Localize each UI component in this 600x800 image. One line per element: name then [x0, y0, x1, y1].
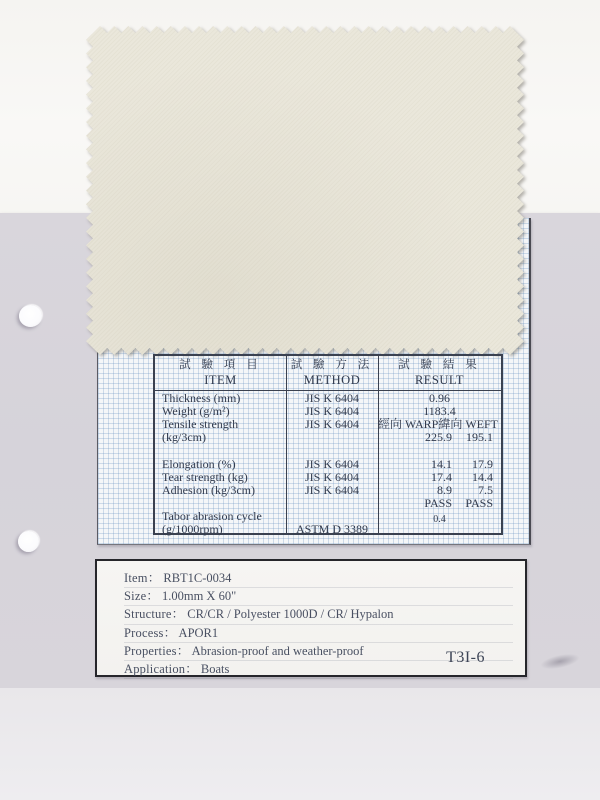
table-cell-result: 1183.4: [423, 404, 456, 419]
table-cell-item: Adhesion (kg/3cm): [162, 482, 255, 497]
table-cell-item: Tensile strength: [162, 417, 239, 432]
table-cell-method: [286, 445, 378, 458]
table-cell-result: [378, 497, 501, 510]
table-cell-item: Tear strength (kg): [162, 469, 248, 484]
table-cell-result: [378, 471, 501, 484]
weft-value: 緯向 WEFT: [438, 417, 499, 432]
spec-label-properties: Properties: [124, 643, 177, 658]
table-cell-method: ASTM D 3389: [295, 522, 368, 537]
table-cell-item: Weight (g/m²): [162, 404, 230, 419]
product-code: T3I-6: [446, 649, 485, 666]
scan-background: [0, 688, 600, 800]
fabric-swatch-wrap: [86, 26, 524, 355]
table-cell-item: Thickness (mm): [162, 391, 241, 405]
table-cell-method: JIS K 6404: [304, 482, 359, 497]
table-cell-item: [155, 445, 286, 458]
table-cell-method: JIS K 6404: [304, 469, 359, 484]
table-cell-item: Tabor abrasion cycle: [162, 509, 262, 524]
header-method: [286, 356, 378, 390]
colon: ：: [146, 589, 159, 604]
header-item-zh: 試 驗 項 目: [179, 359, 262, 371]
header-result: [378, 356, 501, 390]
spec-value-application: Boats: [200, 661, 230, 676]
table-body: [155, 392, 501, 537]
warp-value: 17.4: [431, 469, 452, 484]
punch-hole-bottom: [18, 531, 39, 552]
table-cell-method: [286, 497, 378, 510]
header-item: [155, 356, 286, 390]
colon: ：: [185, 661, 198, 676]
spec-row-structure: [124, 606, 513, 624]
spec-value-item: RBT1C-0034: [163, 571, 232, 585]
spec-label-item: Item: [124, 571, 148, 585]
warp-value: 8.9: [437, 482, 452, 497]
table-cell-method: JIS K 6404: [304, 391, 359, 405]
punch-hole-top: [19, 305, 42, 327]
table-cell-result: 0.96: [429, 391, 450, 405]
table-cell-item: (kg/3cm): [162, 430, 206, 445]
spec-row-item: [124, 570, 513, 588]
table-cell-item: Elongation (%): [162, 456, 236, 471]
table-cell-result: [378, 431, 501, 444]
header-result-zh: 試 驗 結 果: [398, 359, 481, 371]
spec-row-process: [124, 625, 513, 643]
spec-label-size: Size: [124, 589, 147, 604]
header-result-en: RESULT: [414, 373, 465, 387]
colon: ：: [163, 625, 177, 640]
table-cell-result: [378, 458, 501, 471]
header-method-en: METHOD: [303, 373, 361, 387]
warp-value: 225.9: [425, 430, 452, 445]
spec-label-process: Process: [124, 625, 164, 640]
header-method-zh: 試 驗 方 法: [290, 359, 374, 371]
colon: ：: [147, 571, 161, 585]
header-item-en: ITEM: [204, 373, 237, 387]
table-cell-result: [378, 510, 501, 526]
weft-value: 7.5: [478, 482, 493, 497]
spec-value-process: APOR1: [178, 625, 219, 640]
table-cell-result: [378, 523, 501, 536]
spec-label-application: Application: [124, 661, 186, 676]
table-cell-result: [378, 445, 501, 458]
warp-value: 14.1: [431, 456, 452, 471]
warp-pass: PASS: [424, 496, 452, 511]
spec-row-size: [124, 588, 513, 606]
table-cell-method: JIS K 6404: [304, 404, 359, 419]
fabric-swatch: [86, 26, 524, 355]
table-header: [155, 356, 501, 391]
table-cell-method: JIS K 6404: [304, 417, 359, 432]
tabor-result: 0.4: [433, 514, 446, 526]
spec-value-structure: CR/CR / Polyester 1000D / CR/ Hypalon: [187, 607, 394, 622]
colon: ：: [176, 643, 190, 658]
spec-value-properties: Abrasion-proof and weather-proof: [191, 643, 364, 658]
colon: ：: [171, 607, 185, 622]
weft-value: 17.9: [472, 456, 493, 471]
weft-value: 195.1: [466, 430, 493, 445]
table-cell-item: (g/1000rpm): [162, 522, 223, 537]
warp-value: 經向 WARP: [378, 417, 439, 432]
spec-label: [95, 559, 527, 677]
test-results-table: [153, 354, 503, 535]
spec-label-structure: Structure: [124, 607, 172, 622]
table-cell-method: [286, 431, 378, 444]
table-cell-method: JIS K 6404: [304, 456, 359, 471]
spec-value-size: 1.00mm X 60": [161, 589, 237, 604]
weft-value: 14.4: [472, 469, 493, 484]
weft-pass: PASS: [465, 496, 493, 511]
